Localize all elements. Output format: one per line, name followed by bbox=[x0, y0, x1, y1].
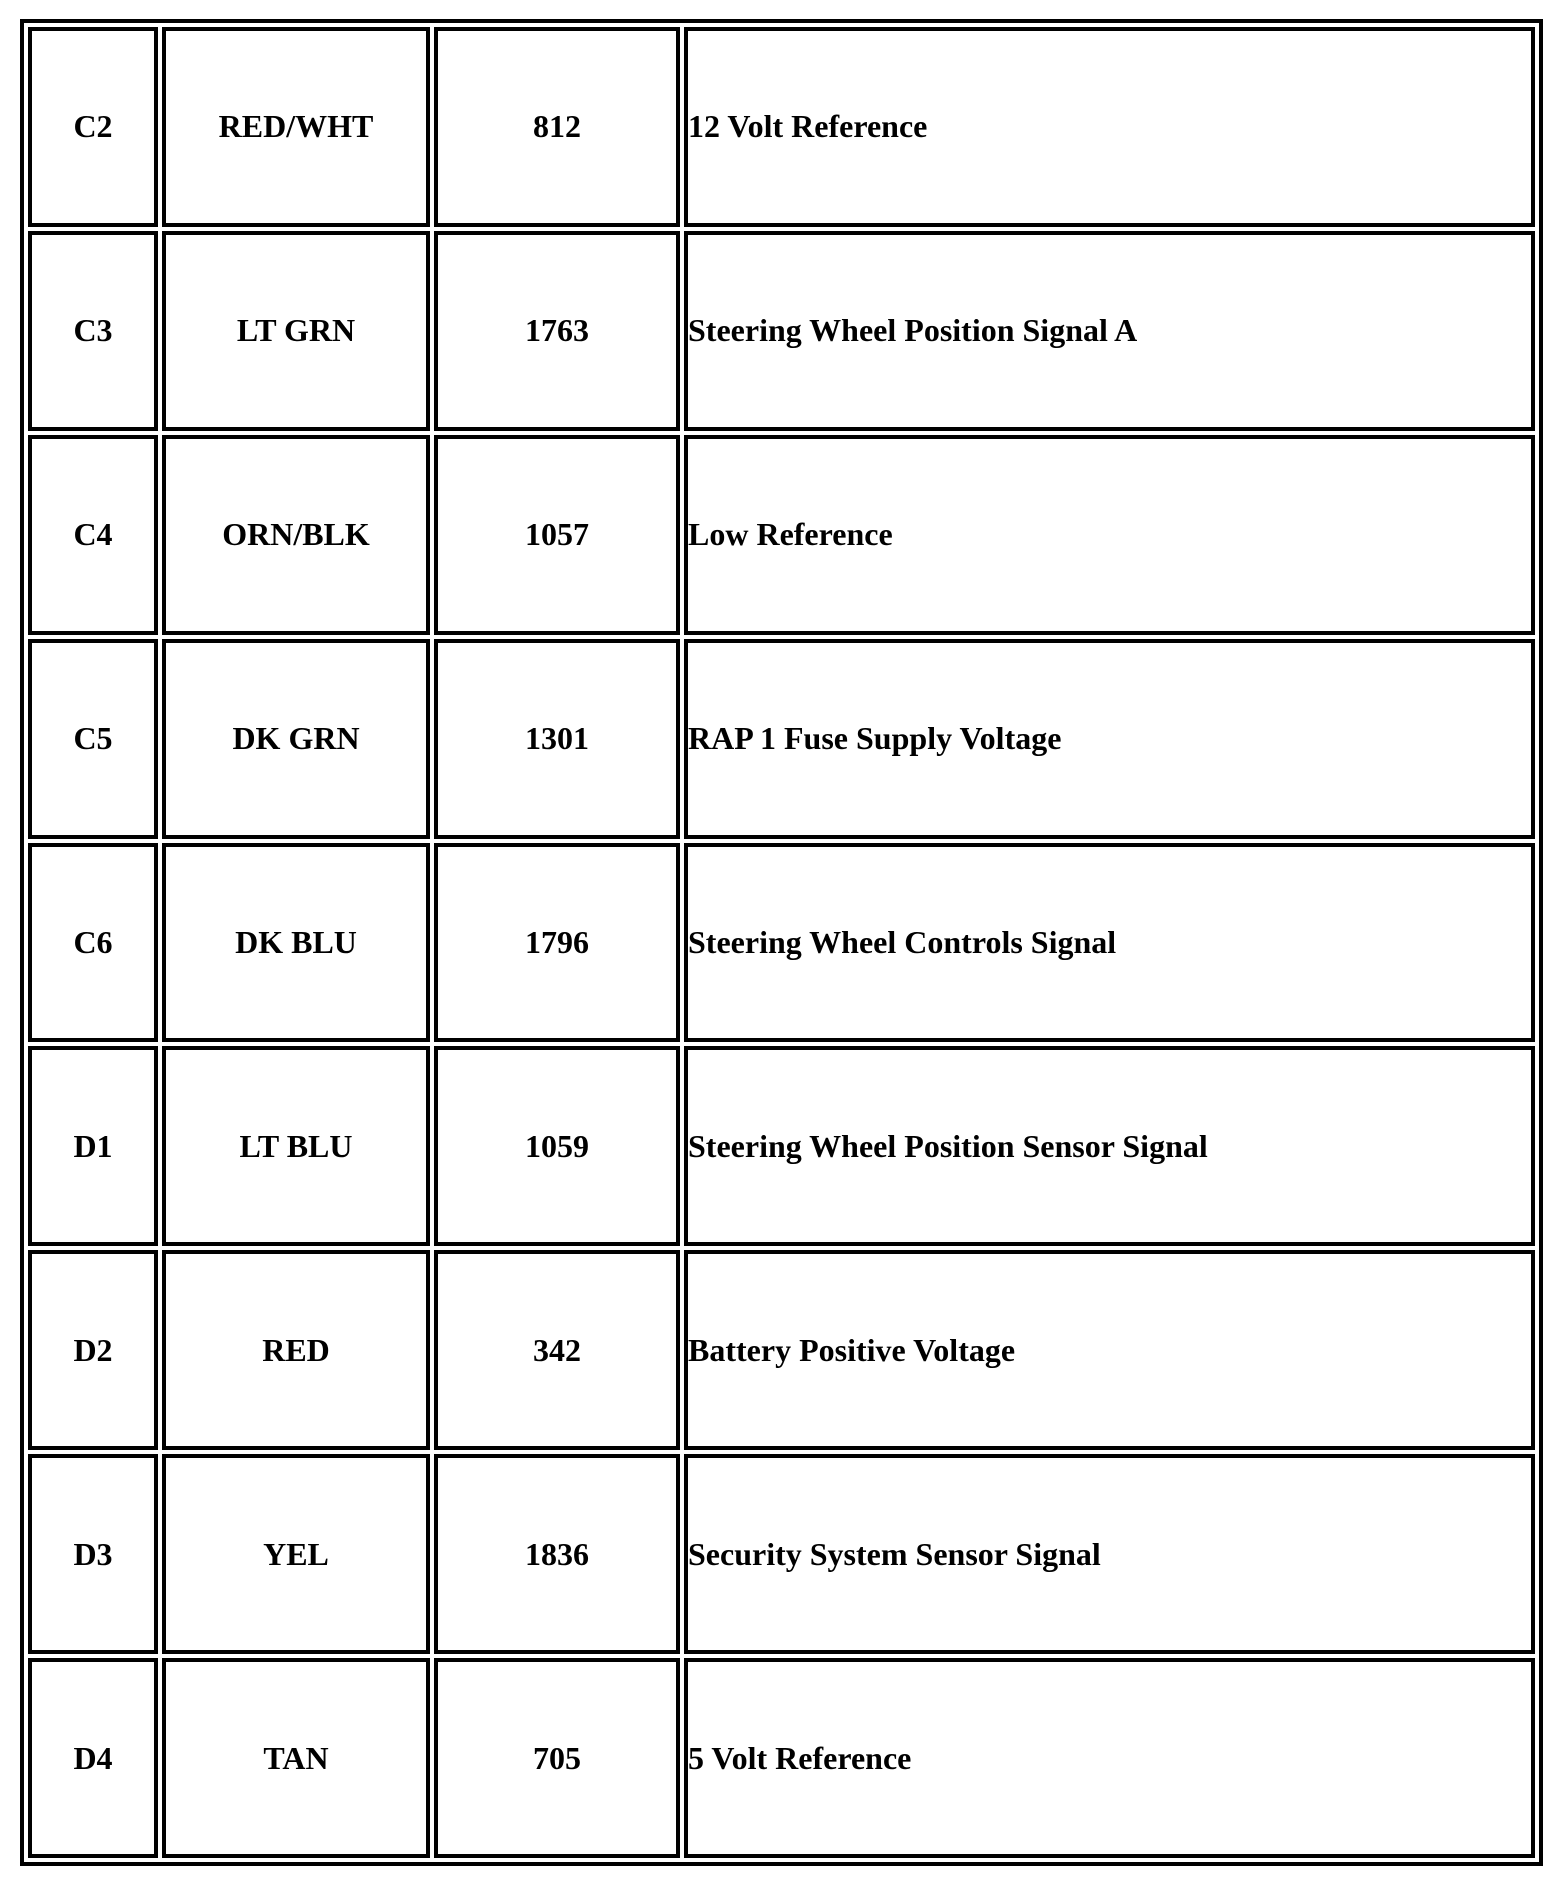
pin-cell: D4 bbox=[28, 1658, 158, 1858]
table-row bbox=[28, 1046, 1535, 1246]
pin-cell: C5 bbox=[28, 639, 158, 839]
table-row bbox=[28, 231, 1535, 431]
wire-color-cell: LT BLU bbox=[162, 1046, 430, 1246]
wire-color-cell: ORN/BLK bbox=[162, 435, 430, 635]
pin-cell: D3 bbox=[28, 1454, 158, 1654]
circuit-number-cell: 1057 bbox=[434, 435, 680, 635]
wire-color-cell: YEL bbox=[162, 1454, 430, 1654]
pin-cell: D2 bbox=[28, 1250, 158, 1450]
function-cell: 12 Volt Reference bbox=[684, 27, 1535, 227]
wire-color-cell: RED/WHT bbox=[162, 27, 430, 227]
table-row bbox=[28, 27, 1535, 227]
wire-color-cell: LT GRN bbox=[162, 231, 430, 431]
circuit-number-cell: 1301 bbox=[434, 639, 680, 839]
table-row bbox=[28, 1658, 1535, 1858]
pin-cell: C4 bbox=[28, 435, 158, 635]
function-cell: Steering Wheel Controls Signal bbox=[684, 843, 1535, 1043]
table-row bbox=[28, 639, 1535, 839]
circuit-number-cell: 1059 bbox=[434, 1046, 680, 1246]
wire-color-cell: DK GRN bbox=[162, 639, 430, 839]
pin-cell: C3 bbox=[28, 231, 158, 431]
table-row bbox=[28, 1250, 1535, 1450]
function-cell: Battery Positive Voltage bbox=[684, 1250, 1535, 1450]
pin-cell: D1 bbox=[28, 1046, 158, 1246]
function-cell: Low Reference bbox=[684, 435, 1535, 635]
table-row bbox=[28, 843, 1535, 1043]
pin-cell: C2 bbox=[28, 27, 158, 227]
table-row bbox=[28, 1454, 1535, 1654]
table-row bbox=[28, 435, 1535, 635]
wire-color-cell: DK BLU bbox=[162, 843, 430, 1043]
wire-color-cell: RED bbox=[162, 1250, 430, 1450]
function-cell: Steering Wheel Position Sensor Signal bbox=[684, 1046, 1535, 1246]
wire-color-cell: TAN bbox=[162, 1658, 430, 1858]
circuit-number-cell: 705 bbox=[434, 1658, 680, 1858]
circuit-number-cell: 812 bbox=[434, 27, 680, 227]
function-cell: RAP 1 Fuse Supply Voltage bbox=[684, 639, 1535, 839]
connector-pinout-table-frame bbox=[20, 19, 1543, 1866]
connector-pinout-table bbox=[24, 23, 1539, 1862]
pin-cell: C6 bbox=[28, 843, 158, 1043]
function-cell: Steering Wheel Position Signal A bbox=[684, 231, 1535, 431]
circuit-number-cell: 1796 bbox=[434, 843, 680, 1043]
function-cell: Security System Sensor Signal bbox=[684, 1454, 1535, 1654]
circuit-number-cell: 342 bbox=[434, 1250, 680, 1450]
function-cell: 5 Volt Reference bbox=[684, 1658, 1535, 1858]
circuit-number-cell: 1836 bbox=[434, 1454, 680, 1654]
circuit-number-cell: 1763 bbox=[434, 231, 680, 431]
